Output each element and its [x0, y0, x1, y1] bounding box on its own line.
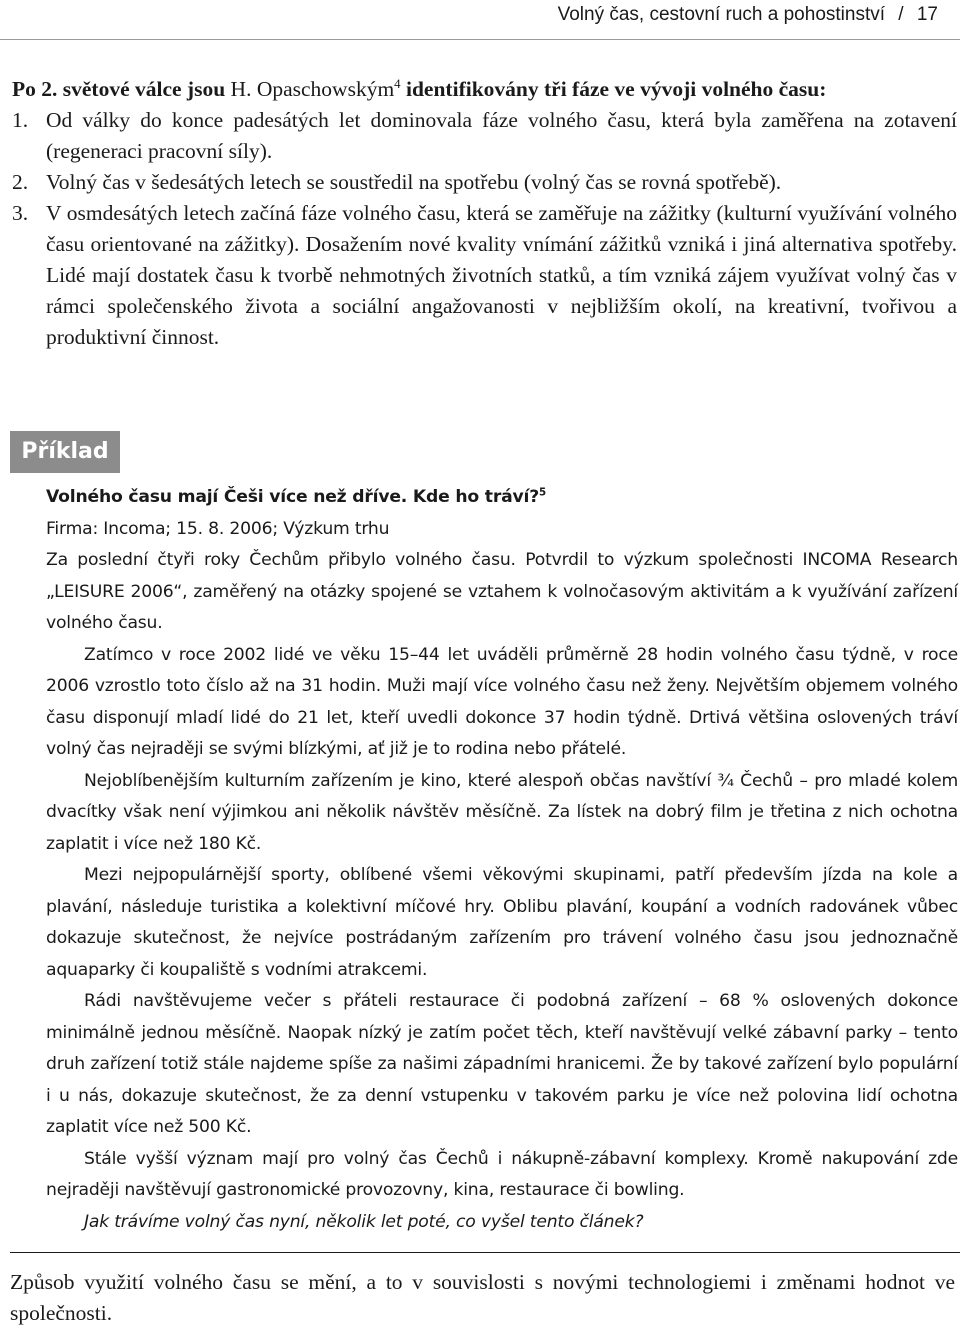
section-divider: [10, 1252, 960, 1253]
phase-number: 3.: [12, 201, 29, 225]
phase-text: V osmdesátých letech začíná fáze volného času, která se zaměřuje na zážitky (kulturní využívání volného času orientované na zážitky). Dosažením nové kvality vnímání zážitků vzniká i jiná alternativa spotřeby. Lidé mají dostatek času k tvorbě nehmotných životních statků, a tím vzniká zájem využívat volný čas v rámci společenského života a sociální angažovanosti v nejbližším okolí, na kreativní, tvořivou a produktivní činnost.: [46, 201, 957, 349]
closing-paragraph: Způsob využití volného času se mění, a to v souvislosti s novými technologiemi i změnami hodnot ve společnosti.: [10, 1270, 955, 1325]
phase-text: Od války do konce padesátých let dominovala fáze volného času, která byla zaměřena na zotavení (regeneraci pracovní síly).: [46, 108, 957, 163]
example-paragraph: Zatímco v roce 2002 lidé ve věku 15–44 let uváděli průměrně 28 hodin volného času týdně, v roce 2006 vzrostlo toto číslo až na 31 hodin. Muži mají více volného času než ženy. Největším objemem volného času disponují mladí lidé do 21 let, kteří uvedli dokonce 37 hodin týdně. Drtivá většina oslovených tráví volný čas nejraději se svými blízkými, ať již je to rodina nebo přátelé.: [46, 644, 958, 759]
example-paragraph: Mezi nejpopulárnější sporty, oblíbené všemi věkovými skupinami, patří především jízda na kole a plavání, následuje turistika a kolektivní míčové hry. Oblibu plavání, koupání a vodních radovánek vůbec dokazuje skutečnost, že nejvíce postrádaným zařízením pro trávení volného času jsou jednoznačně aquaparky či koupaliště s vodními atrakcemi.: [46, 865, 958, 980]
intro-section: [12, 74, 957, 353]
example-paragraph: Za poslední čtyři roky Čechům přibylo volného času. Potvrdil to výzkum společnosti INCOMA Research „LEISURE 2006“, zaměřený na otázky spojené se vztahem k volnočasovým aktivitám a k využívání zařízení volného času.: [46, 550, 958, 633]
footnote-ref: 4: [394, 76, 401, 91]
phase-item: [12, 167, 957, 198]
running-header: [0, 0, 960, 40]
phase-number: 2.: [12, 170, 29, 194]
example-title: [46, 482, 958, 514]
example-footnote-ref: 5: [538, 486, 546, 499]
intro-lead: [12, 74, 957, 105]
intro-lead-bold-2: identifikovány tři fáze ve vývoji volného času:: [406, 77, 827, 101]
phase-item: [12, 105, 957, 167]
phase-number: 1.: [12, 108, 29, 132]
example-question: Jak trávíme volný čas nyní, několik let poté, co vyšel tento článek?: [84, 1211, 644, 1232]
example-paragraph: Rádi navštěvujeme večer s přáteli restaurace či podobná zařízení – 68 % oslovených dokonce minimálně jednou měsíčně. Naopak nízký je zatím počet těch, kteří navštěvují velké zábavní parky – tento druh zařízení totiž stále najdeme spíše za našimi západními hranicemi. Že by takové zařízení bylo populární i u nás, dokazuje skutečnost, že za denní vstupenku v takovém parku je více než polovina lidí ochotna zaplatit více než 500 Kč.: [46, 991, 958, 1137]
example-paragraph: Nejoblíbenějším kulturním zařízením je kino, které alespoň občas navštíví ¾ Čechů – pro mladé kolem dvacítky však není výjimkou ani několik návštěv měsíčně. Za lístek na dobrý film je třetina z nich ochotna zaplatit i více než 180 Kč.: [46, 770, 958, 854]
example-box: [46, 482, 958, 1238]
example-paragraph: Stále vyšší význam mají pro volný čas Čechů i nákupně-zábavní komplexy. Kromě nakupování zde nejraději navštěvují gastronomické provozovny, kina, restaurace či bowling.: [46, 1148, 958, 1200]
example-badge: Příklad: [10, 431, 120, 473]
header-separator: /: [898, 4, 904, 25]
page-number: 17: [916, 4, 938, 25]
example-title-text: Volného času mají Češi více než dříve. Kde ho tráví?: [46, 487, 539, 507]
phase-text: Volný čas v šedesátých letech se soustředil na spotřebu (volný čas se rovná spotřebě).: [46, 170, 782, 194]
intro-lead-bold-1: Po 2. světové válce jsou: [12, 77, 226, 101]
phase-item: [12, 198, 957, 353]
running-title: Volný čas, cestovní ruch a pohostinství: [557, 4, 886, 25]
intro-lead-name: H. Opaschowským: [230, 77, 395, 101]
example-source: Firma: Incoma; 15. 8. 2006; Výzkum trhu: [46, 518, 390, 539]
